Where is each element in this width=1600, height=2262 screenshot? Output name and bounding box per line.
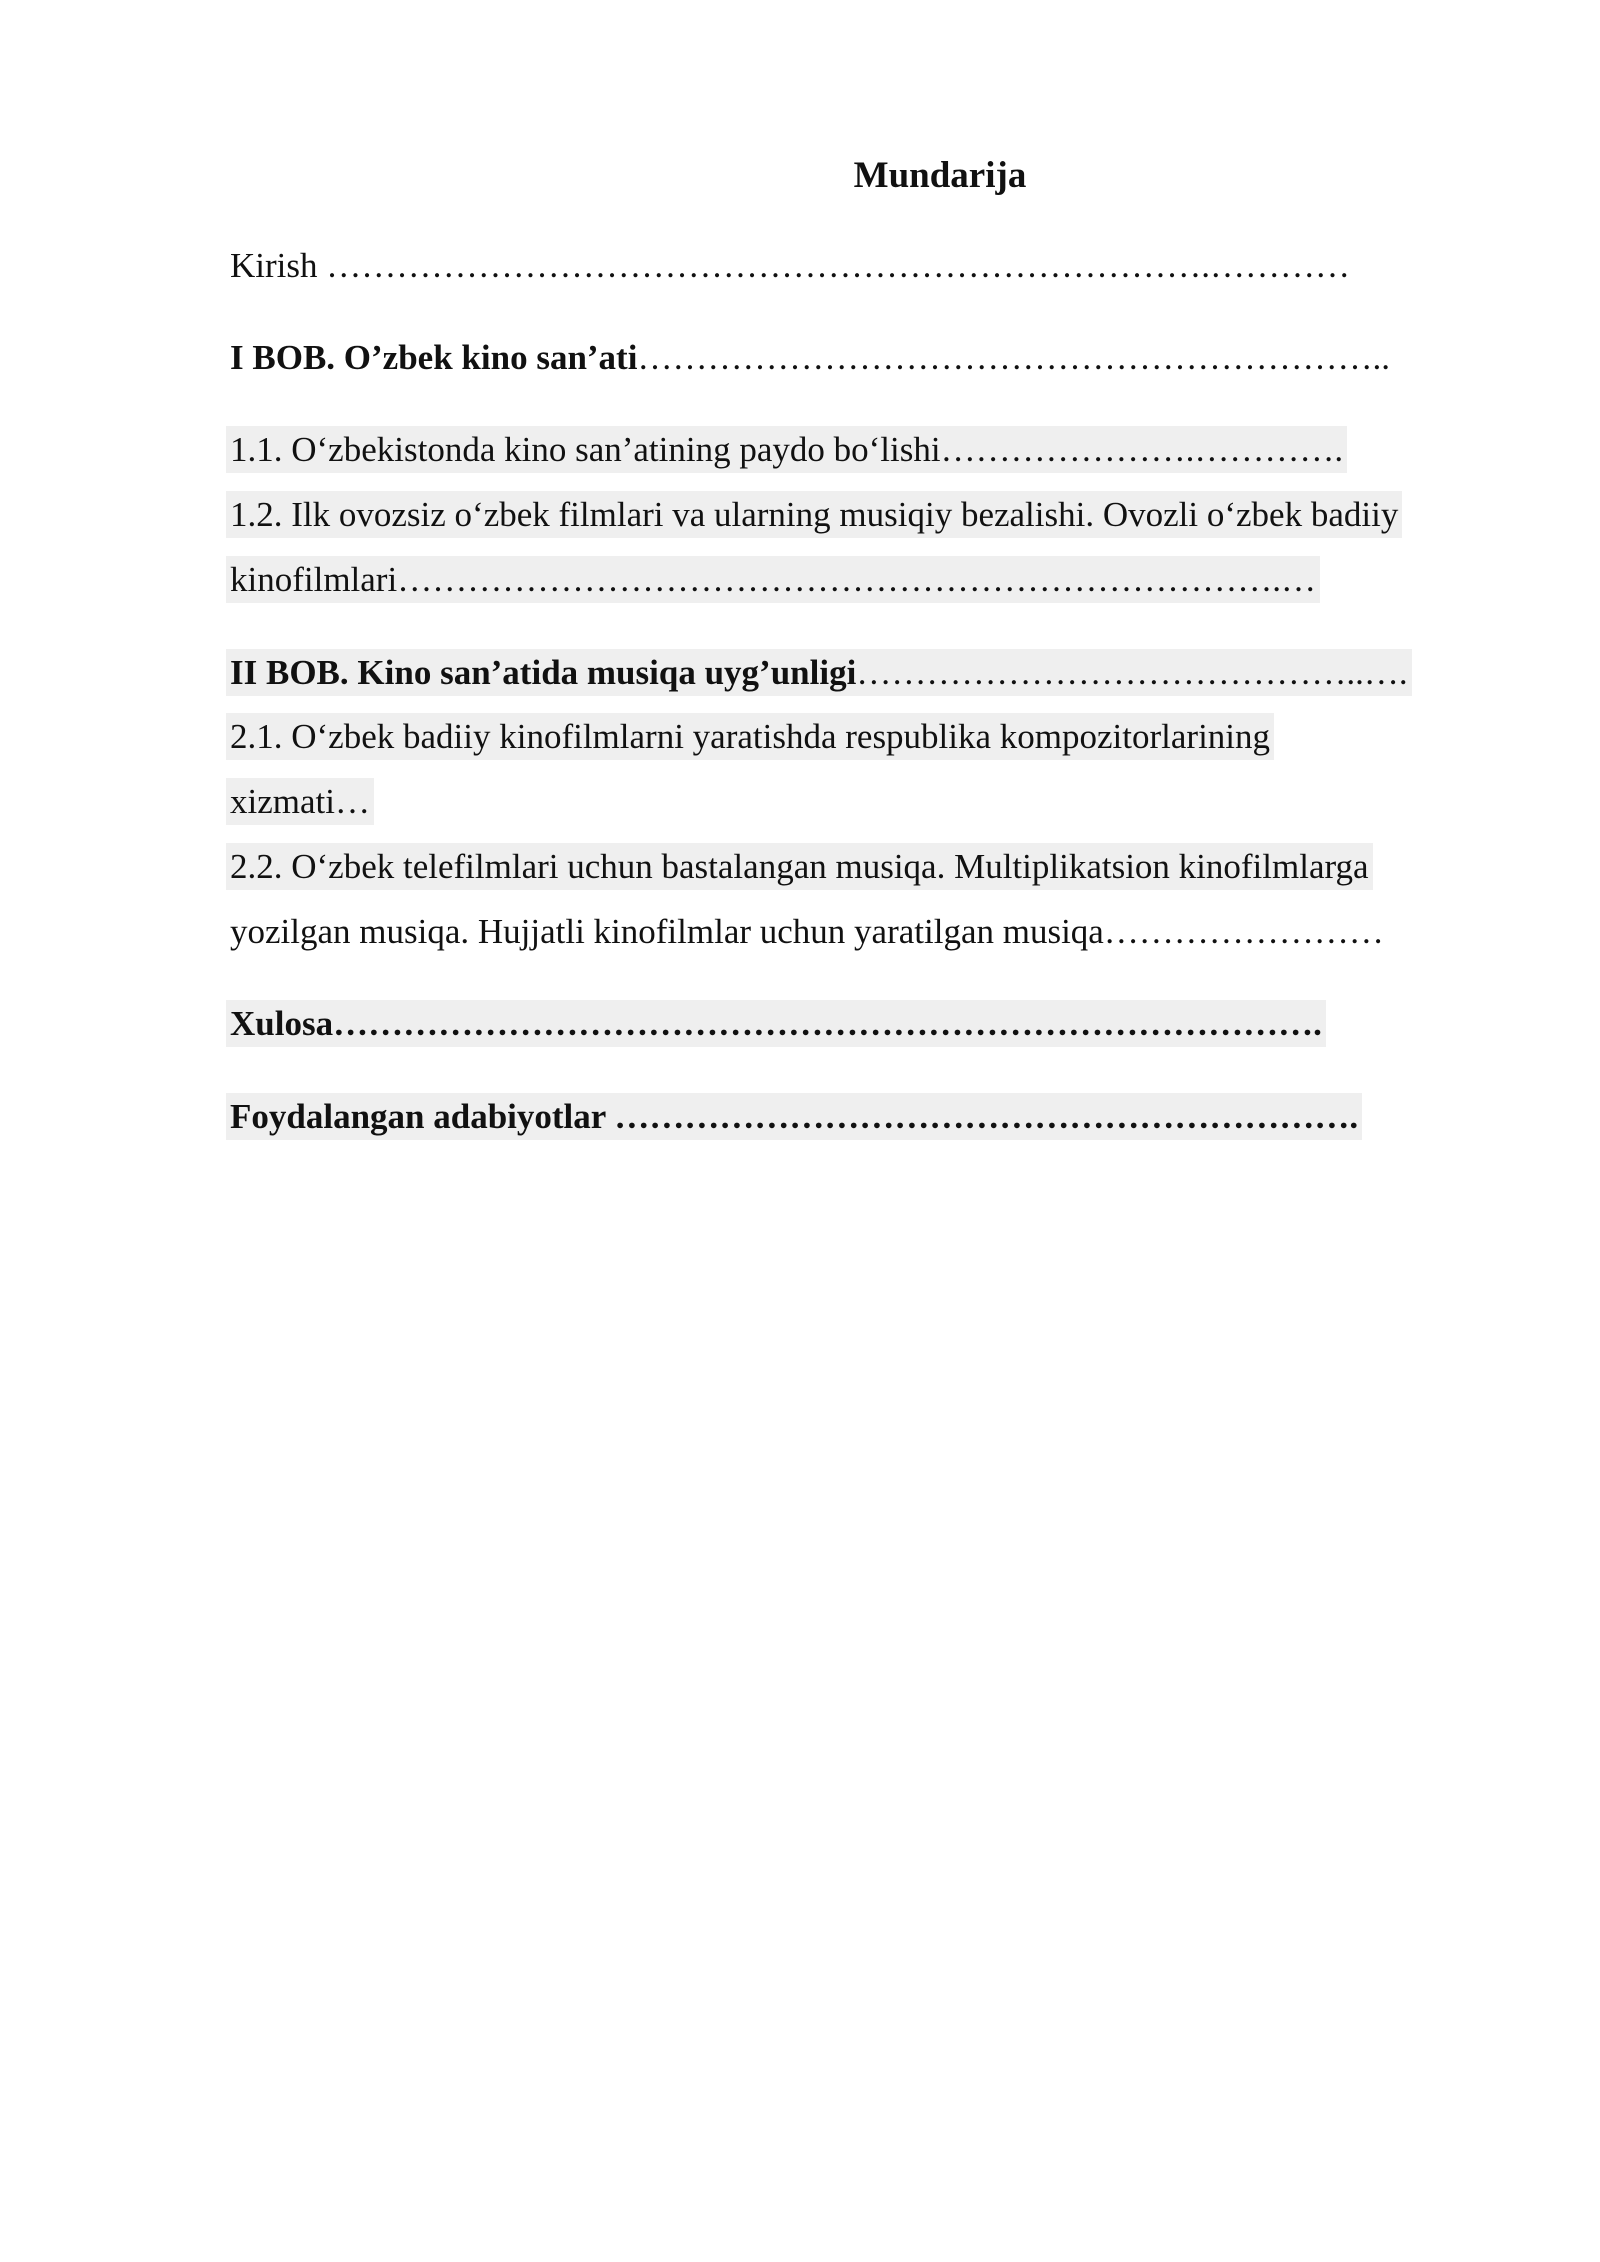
toc-entry-2-1-label-cont: xizmati…: [230, 782, 370, 821]
toc-entry-2-1-line2: [230, 774, 370, 830]
toc-entry-2-1-line1: [230, 709, 1270, 765]
toc-entry-1-1: [230, 422, 1343, 478]
toc-entry-1-1-label: 1.1. O‘zbekistonda kino san’atining paydo bo‘lishi………………….………….: [230, 430, 1344, 469]
toc-entry-kirish: [230, 238, 1350, 294]
toc-leader: ………………………………………………………..: [637, 338, 1390, 377]
toc-entry-bob2-highlight: [230, 653, 1408, 692]
toc-entry-bob1-label: I BOB. O’zbek kino san’ati: [230, 338, 638, 377]
toc-entry-xulosa-label: Xulosa………………………………………………………………………….: [230, 1004, 1322, 1043]
toc-title: Mundarija: [853, 155, 1027, 196]
toc-entry-bob2: [230, 645, 1408, 701]
toc-leader: ………………………………………………………………….…………: [317, 246, 1350, 285]
toc-entry-xulosa: [230, 996, 1322, 1052]
toc-entry-bob2-label: II BOB. Kino san’atida musiqa uyg’unligi: [230, 653, 857, 692]
toc-entry-adabiyotlar: [230, 1089, 1358, 1145]
toc-entry-kirish-label: Kirish: [230, 246, 318, 285]
toc-entry-2-2-label: 2.2. O‘zbek telefilmlari uchun bastalangan musiqa. Multiplikatsion kinofilmlarga: [230, 847, 1369, 886]
toc-leader: ……………………………………..….: [856, 653, 1408, 692]
toc-entry-2-2-line1: [230, 839, 1369, 895]
toc-entry-adabiyotlar-label: Foydalangan adabiyotlar ……………………………………………………….: [230, 1097, 1359, 1136]
toc-entry-bob1: [230, 330, 1390, 386]
toc-entry-1-2-line1: [230, 487, 1398, 543]
toc-entry-2-1-label: 2.1. O‘zbek badiiy kinofilmlarni yaratishda respublika kompozitorlarining: [230, 717, 1271, 756]
toc-entry-1-2-label-cont: kinofilmlari………………………………………………………………….…: [230, 560, 1316, 599]
toc-entry-1-2-line2: [230, 552, 1316, 608]
toc-entry-2-2-label-cont: yozilgan musiqa. Hujjatli kinofilmlar uchun yaratilgan musiqa……………………: [230, 912, 1384, 951]
toc-entry-1-2-label: 1.2. Ilk ovozsiz o‘zbek filmlari va ularning musiqiy bezalishi. Ovozli o‘zbek badiiy: [230, 495, 1399, 534]
toc-entry-2-2-line2: [230, 904, 1384, 960]
